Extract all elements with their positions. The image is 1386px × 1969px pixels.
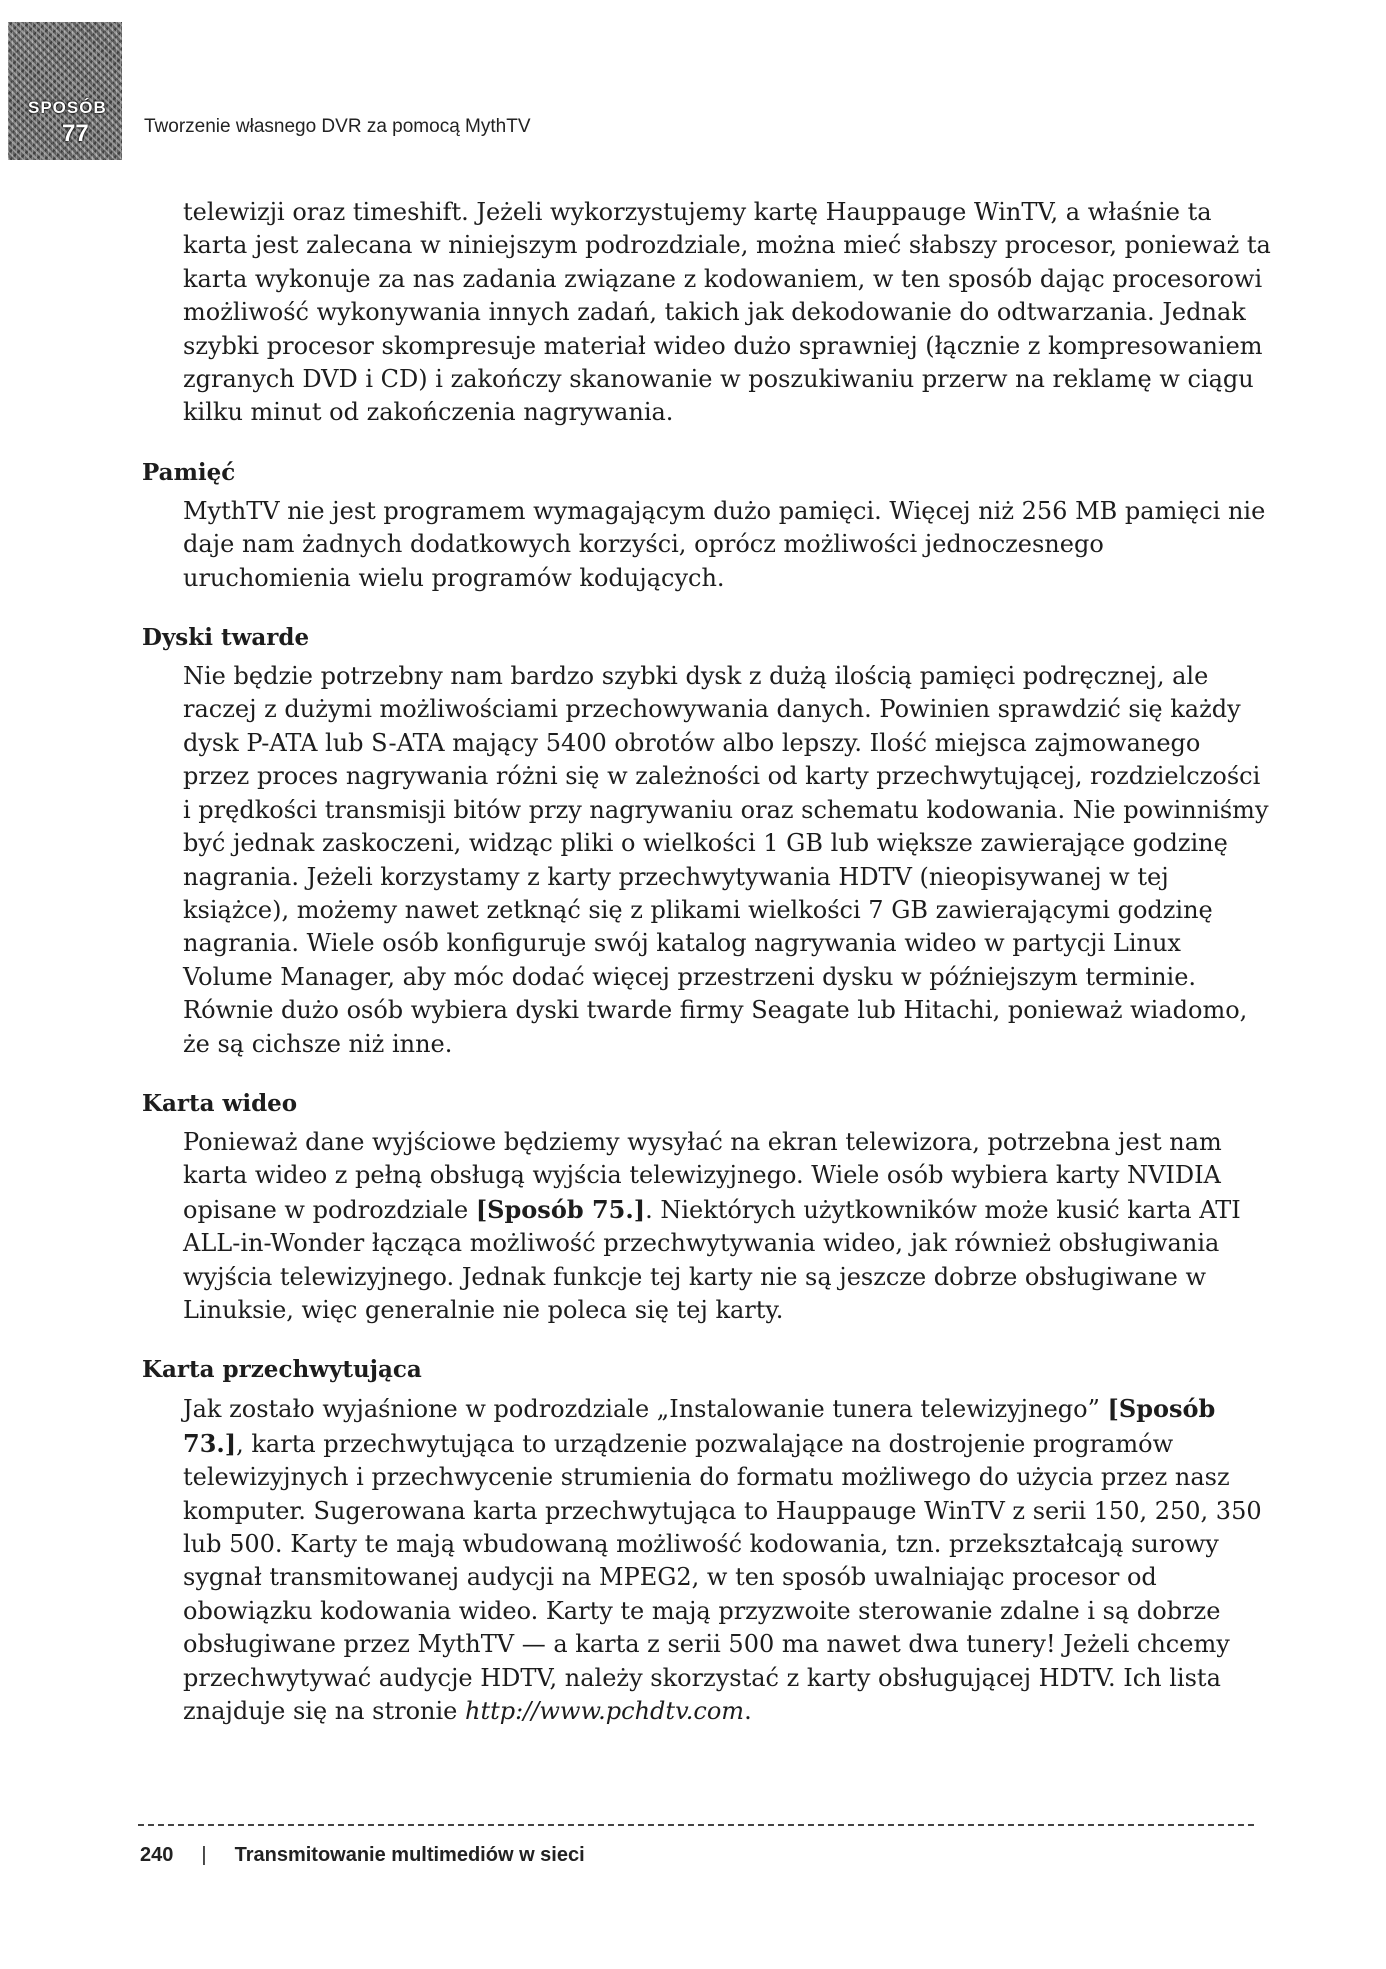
capture-card-text-after: , karta przechwytująca to urządzenie pozwalające na dostrojenie programów telewizyjnych i przechwycenie strumienia do formatu możliwego do użycia przez nasz komputer. Sugerowana karta przechwytująca to Hauppauge WinTV z serii 150, 250, 350 lub 500. Karty te mają wbudowaną możliwość kodowania, tzn. przekształcają surowy sygnał transmitowanej audycji na MPEG2, w ten sposób uwalniając procesor od obowiązku kodowania wideo. Karty te mają przyzwoite sterowanie zdalne i są dobrze obsługiwane przez MythTV — a karta z serii 500 ma nawet dwa tunery! Jeżeli chcemy przechwytywać audycje HDTV, należy skorzystać z karty obsługującej HDTV. Ich lista znajduje się na stronie <box>183 1429 1262 1726</box>
footer-divider <box>138 1824 1254 1826</box>
capture-card-text-end: . <box>744 1697 752 1726</box>
section-heading-hard-drives: Dyski twarde <box>142 624 310 652</box>
section-paragraph-capture-card <box>183 1392 1273 1728</box>
section-paragraph-video-card <box>183 1126 1273 1327</box>
section-heading-video-card: Karta wideo <box>142 1089 298 1117</box>
page-number: 240 <box>140 1844 174 1866</box>
pchdtv-link[interactable]: http://www.pchdtv.com <box>465 1697 745 1726</box>
page-footer <box>140 1844 585 1867</box>
hack-reference-75[interactable]: [Sposób 75.] <box>475 1194 646 1224</box>
badge-number: 77 <box>62 120 89 147</box>
section-paragraph-hard-drives: Nie będzie potrzebny nam bardzo szybki dysk z dużą ilością pamięci podręcznej, ale raczej z dużymi możliwościami przechowywania danych. Powinien sprawdzić się każdy dysk P-ATA lub S-ATA mający 5400 obrotów albo lepszy. Ilość miejsca zajmowanego przez proces nagrywania różni się w zależności od karty przechwytującej, rozdzielczości i prędkości transmisji bitów przy nagrywaniu oraz schematu kodowania. Nie powinniśmy być jednak zaskoczeni, widząc pliki o wielkości 1 GB lub większe zawierające godzinę nagrania. Jeżeli korzystamy z karty przechwytywania HDTV (nieopisywanej w tej książce), możemy nawet zetknąć się z plikami wielkości 7 GB zawierającymi godzinę nagrania. Wiele osób konfiguruje swój katalog nagrywania wideo w partycji Linux Volume Manager, aby móc dodać więcej przestrzeni dysku w późniejszym terminie. Równie dużo osób wybiera dyski twarde firmy Seagate lub Hitachi, ponieważ wiadomo, że są cichsze niż inne. <box>183 662 1269 1058</box>
video-card-text-after: . Niektórych użytkowników może kusić karta ATI ALL-in-Wonder łącząca możliwość przechwytywania wideo, jak również obsługiwania wyjścia telewizyjnego. Jednak funkcje tej karty nie są jeszcze dobrze obsługiwane w Linuksie, więc generalnie nie poleca się tej karty. <box>183 1195 1241 1324</box>
section-heading-memory: Pamięć <box>142 458 236 486</box>
capture-card-text-before: Jak zostało wyjaśnione w podrozdziale „Instalowanie tunera telewizyjnego” <box>183 1395 1108 1424</box>
video-card-text-before: Ponieważ dane wyjściowe będziemy wysyłać na ekran telewizora, potrzebna jest nam karta wideo z pełną obsługą wyjścia telewizyjnego. Wiele osób wybiera karty NVIDIA opisane w podrozdziale <box>183 1127 1222 1224</box>
page-content <box>136 196 1276 1728</box>
chapter-title: Transmitowanie multimediów w sieci <box>234 1844 585 1866</box>
hack-badge <box>8 22 122 160</box>
hack-reference-73[interactable]: [Sposób 73.] <box>183 1394 1216 1458</box>
footer-separator: | <box>201 1844 207 1866</box>
badge-word: SPOSÓB <box>28 98 107 117</box>
running-head: Tworzenie własnego DVR za pomocą MythTV <box>144 116 531 137</box>
intro-paragraph: telewizji oraz timeshift. Jeżeli wykorzystujemy kartę Hauppauge WinTV, a właśnie ta karta jest zalecana w niniejszym podrozdziale, można mieć słabszy procesor, ponieważ ta karta wykonuje za nas zadania związane z kodowaniem, w ten sposób dając procesorowi możliwość wykonywania innych zadań, takich jak dekodowanie do odtwarzania. Jednak szybki procesor skompresuje materiał wideo dużo sprawniej (łącznie z kompresowaniem zgranych DVD i CD) i zakończy skanowanie w poszukiwaniu przerw na reklamę w ciągu kilku minut od zakończenia nagrywania. <box>183 198 1271 427</box>
section-heading-capture-card: Karta przechwytująca <box>142 1356 422 1384</box>
section-paragraph-memory: MythTV nie jest programem wymagającym dużo pamięci. Więcej niż 256 MB pamięci nie daje nam żadnych dodatkowych korzyści, oprócz możliwości jednoczesnego uruchomienia wielu programów kodujących. <box>183 496 1266 592</box>
